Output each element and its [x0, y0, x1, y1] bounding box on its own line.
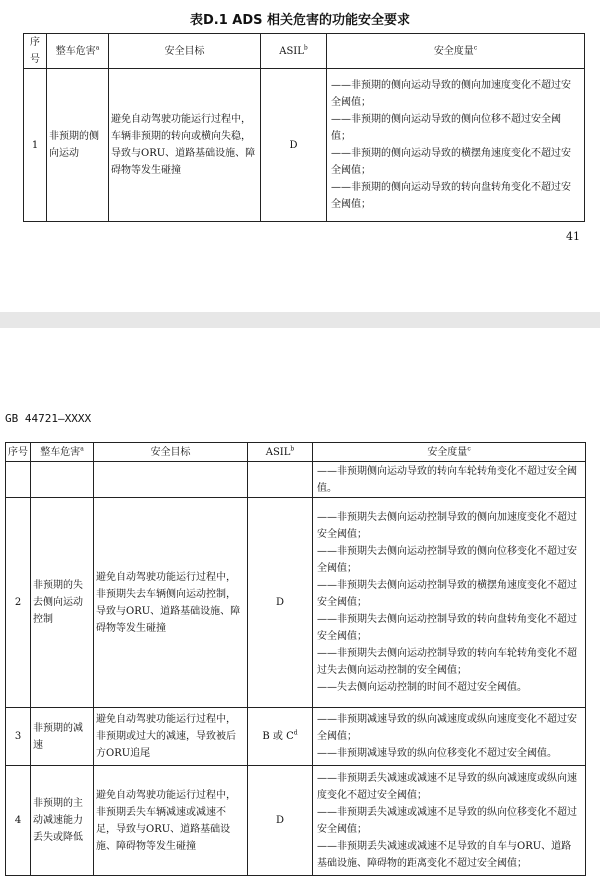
row-hazard: 非预期的侧向运动	[47, 69, 109, 222]
table-row	[6, 498, 586, 708]
measure-item: ——非预期丢失减速或减速不足导致的自车与ORU、道路基础设施、障碍物的距离变化不超过安全阈值；	[317, 840, 572, 869]
header-goal: 安全目标	[109, 34, 261, 69]
row-goal	[94, 462, 248, 498]
row-seq: 3	[6, 708, 31, 766]
row-asil: D	[248, 766, 313, 876]
header-asil: ASIL$^b$	[248, 443, 313, 462]
row-hazard	[31, 462, 94, 498]
page-number: 41	[566, 230, 580, 243]
row-hazard: 非预期的主动减速能力丢失或降低	[31, 766, 94, 876]
row-goal: 避免自动驾驶功能运行过程中，非预期失去车辆侧向运动控制，导致与ORU、道路基础设施、障碍物等发生碰撞	[94, 498, 248, 708]
measure-item: ——非预期减速导致的纵向位移变化不超过安全阈值。	[317, 748, 557, 759]
table-row	[24, 69, 585, 222]
table-row	[6, 462, 586, 498]
row-measures	[313, 708, 586, 766]
table-header-row	[6, 443, 586, 462]
row-goal: 避免自动驾驶功能运行过程中，车辆非预期的转向或横向失稳，导致与ORU、道路基础设施、障碍物等发生碰撞	[109, 69, 261, 222]
measure-item: ——非预期的侧向运动导致的转向盘转角变化不超过安全阈值；	[331, 182, 571, 210]
header-asil: ASIL$^b$	[261, 34, 327, 69]
page-one	[0, 0, 600, 312]
table-title: 表D.1 ADS 相关危害的功能安全要求	[189, 13, 411, 28]
measure-item: ——非预期丢失减速或减速不足导致的纵向位移变化不超过安全阈值；	[317, 806, 577, 835]
measure-item: ——非预期的侧向运动导致的侧向位移不超过安全阈值；	[331, 114, 561, 142]
row-measures	[313, 498, 586, 708]
safety-table-1	[23, 33, 585, 222]
table-row	[6, 708, 586, 766]
row-measures	[327, 69, 585, 222]
row-seq: 4	[6, 766, 31, 876]
row-goal: 避免自动驾驶功能运行过程中，非预期或过大的减速，导致被后方ORU追尾	[94, 708, 248, 766]
table-row	[6, 766, 586, 876]
row-measures	[313, 766, 586, 876]
row-asil: D	[248, 498, 313, 708]
row-asil: B 或 $C^d$	[248, 708, 313, 766]
header-seq: 序号	[24, 34, 47, 69]
standard-header: GB 44721—XXXX	[5, 412, 92, 425]
row-asil	[248, 462, 313, 498]
measure-item: ——非预期减速导致的纵向减速度或纵向速度变化不超过安全阈值；	[317, 714, 577, 742]
measure-item: ——非预期丢失减速或减速不足导致的纵向减速度或纵向速度变化不超过安全阈值；	[317, 772, 577, 801]
measure-item: ——非预期失去侧向运动控制导致的侧向位移变化不超过安全阈值；	[317, 546, 577, 574]
row-seq: 2	[6, 498, 31, 708]
measure-item: ——非预期侧向运动导致的转向车轮转角变化不超过安全阈值。	[317, 465, 577, 494]
measure-item: ——非预期的侧向运动导致的侧向加速度变化不超过安全阈值；	[331, 80, 571, 108]
measure-item: ——非预期失去侧向运动控制导致的横摆角速度变化不超过安全阈值；	[317, 580, 577, 608]
row-asil: D	[261, 69, 327, 222]
measure-item: ——非预期失去侧向运动控制导致的侧向加速度变化不超过安全阈值；	[317, 512, 577, 540]
measure-item: ——非预期失去侧向运动控制导致的转向车轮转角变化不超过失去侧向运动控制的安全阈值；	[317, 648, 577, 676]
header-measure: 安全度量$^c$	[313, 443, 586, 462]
measure-item: ——非预期的侧向运动导致的横摆角速度变化不超过安全阈值；	[331, 148, 571, 176]
row-seq	[6, 462, 31, 498]
page-two	[0, 328, 600, 888]
header-measure: 安全度量$^c$	[327, 34, 585, 69]
table-header-row	[24, 34, 585, 69]
measure-item: ——失去侧向运动控制的时间不超过安全阈值。	[317, 682, 527, 693]
page-gap	[0, 312, 600, 328]
safety-table-2	[5, 442, 586, 876]
measure-item: ——非预期失去侧向运动控制导致的转向盘转角变化不超过安全阈值；	[317, 614, 577, 642]
header-hazard: 整车危害$^a$	[31, 443, 94, 462]
row-hazard: 非预期的减速	[31, 708, 94, 766]
row-measures	[313, 462, 586, 498]
row-seq: 1	[24, 69, 47, 222]
row-goal: 避免自动驾驶功能运行过程中，非预期丢失车辆减速或减速不足，导致与ORU、道路基础设施、障碍物等发生碰撞	[94, 766, 248, 876]
header-seq: 序号	[6, 443, 31, 462]
header-hazard: 整车危害$^a$	[47, 34, 109, 69]
header-goal: 安全目标	[94, 443, 248, 462]
row-hazard: 非预期的失去侧向运动控制	[31, 498, 94, 708]
